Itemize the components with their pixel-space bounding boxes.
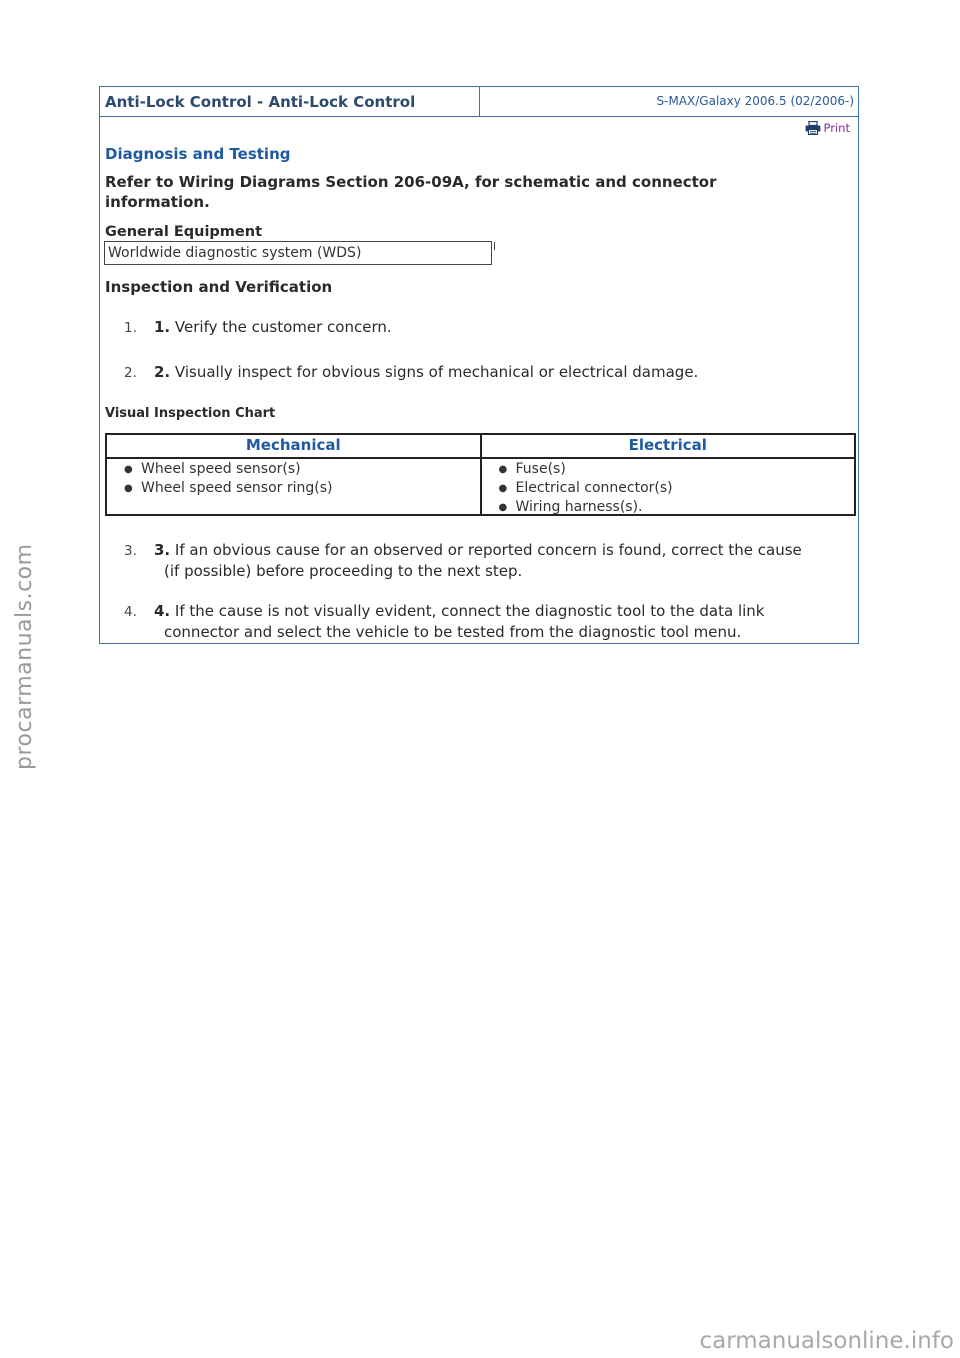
step-number: 1.	[124, 320, 137, 336]
list-item: ● Wheel speed sensor(s)	[141, 460, 480, 479]
header-row	[100, 87, 858, 117]
mechanical-list	[107, 459, 482, 516]
step-bold-number: 1.	[154, 318, 171, 336]
step-continuation: connector and select the vehicle to be tested from the diagnostic tool menu.	[164, 623, 742, 641]
electrical-list	[482, 459, 855, 516]
step-body: Visually inspect for obvious signs of mechanical or electrical damage.	[174, 363, 699, 381]
step-continuation: (if possible) before proceeding to the next step.	[164, 562, 523, 580]
step-body: If the cause is not visually evident, connect the diagnostic tool to the data link	[174, 602, 765, 620]
step-body: If an obvious cause for an observed or reported concern is found, correct the cause	[174, 541, 802, 559]
step-bold-number: 3.	[154, 541, 171, 559]
step-number: 4.	[124, 604, 137, 620]
vehicle-model: S-MAX/Galaxy 2006.5 (02/2006-)	[656, 94, 854, 108]
visual-chart-heading: Visual Inspection Chart	[105, 406, 276, 421]
wiring-reference-note: Refer to Wiring Diagrams Section 206-09A, for schematic and connector information.	[105, 173, 717, 211]
step-body: Verify the customer concern.	[174, 318, 392, 336]
step-text	[154, 317, 856, 338]
list-item: ● Fuse(s)	[516, 460, 855, 479]
step-text	[154, 362, 856, 383]
list-item: ● Wiring harness(s).	[516, 498, 855, 517]
section-title: Diagnosis and Testing	[105, 145, 291, 163]
print-link[interactable]	[805, 121, 850, 135]
column-header-mechanical: Mechanical	[107, 435, 482, 457]
step-text	[154, 540, 856, 582]
step-bold-number: 4.	[154, 602, 171, 620]
watermark-carmanualsonline: carmanualsonline.info	[699, 1328, 954, 1354]
inspection-heading: Inspection and Verification	[105, 278, 333, 296]
column-header-electrical: Electrical	[628, 436, 707, 454]
page-title: Anti-Lock Control - Anti-Lock Control	[100, 87, 480, 116]
print-label[interactable]: Print	[823, 121, 850, 135]
document-frame	[99, 86, 859, 644]
table-header	[107, 435, 854, 459]
table-divider	[494, 242, 495, 250]
step-bold-number: 2.	[154, 363, 171, 381]
step-number: 2.	[124, 365, 137, 381]
printer-icon	[805, 121, 821, 135]
list-item: ● Electrical connector(s)	[516, 479, 855, 498]
table-body	[107, 459, 854, 516]
list-item: ● Wheel speed sensor ring(s)	[141, 479, 480, 498]
general-equipment-heading: General Equipment	[105, 224, 263, 240]
watermark-procarmanuals: procarmanuals.com	[12, 543, 37, 770]
step-number: 3.	[124, 543, 137, 559]
step-text	[154, 601, 856, 643]
visual-inspection-table	[105, 433, 856, 516]
general-equipment-item: Worldwide diagnostic system (WDS)	[104, 241, 492, 265]
